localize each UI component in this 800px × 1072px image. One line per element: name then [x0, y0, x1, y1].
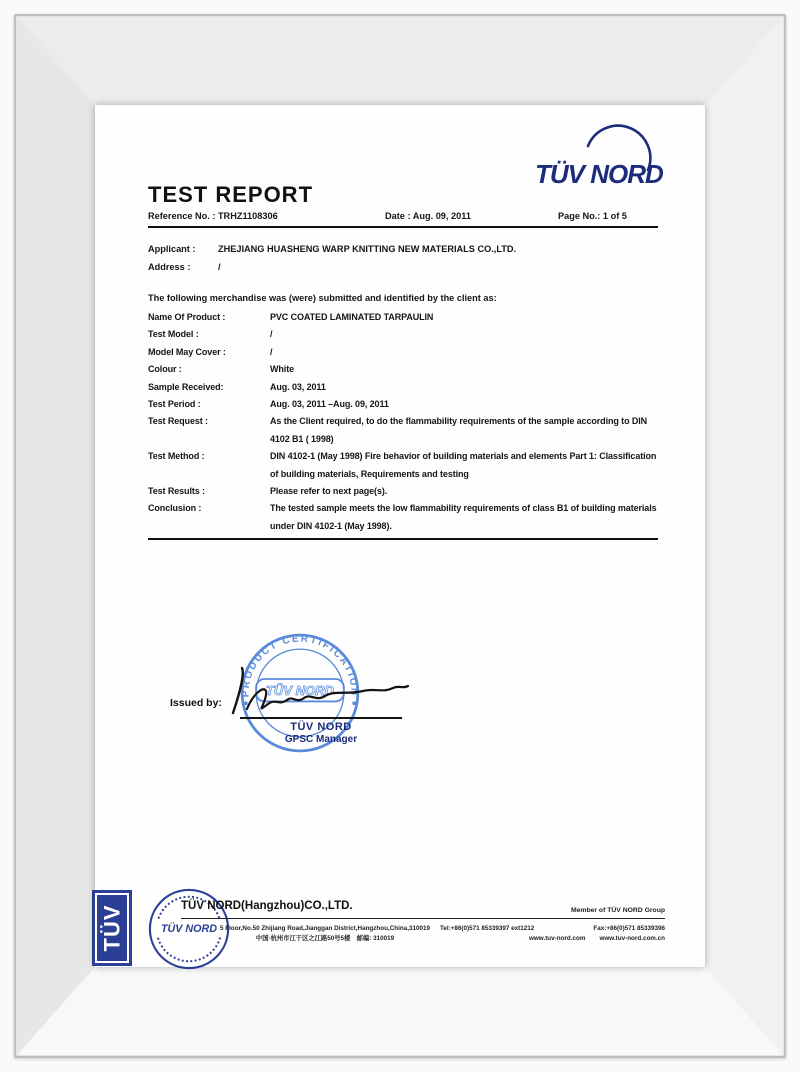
issued-by-label: Issued by: — [170, 697, 222, 709]
field-value: As the Client required, to do the flammability requirements of the sample according to DIN 4102 B1 ( 1998) — [270, 416, 648, 444]
applicant-label: Applicant : — [148, 244, 196, 254]
field-row-test-request — [148, 413, 658, 448]
company-address — [195, 924, 455, 944]
header-rule — [148, 226, 658, 228]
intro-sentence: The following merchandise was (were) submitted and identified by the client as: — [148, 293, 497, 303]
page-title: TEST REPORT — [148, 182, 314, 207]
field-value: / — [270, 329, 273, 340]
field-table — [148, 309, 658, 535]
member-of-group: Member of TÜV NORD Group — [570, 907, 665, 914]
field-row-colour — [148, 361, 658, 378]
signer-title: GPSC Manager — [284, 734, 358, 745]
company-name: TÜV NORD(Hangzhou)CO.,LTD. — [181, 900, 353, 912]
field-label: Test Results : — [148, 486, 205, 497]
applicant-row — [148, 240, 658, 258]
field-value: DIN 4102-1 (May 1998) Fire behavior of building materials and elements Part 1: Classification of building materials, Requirements and testing — [270, 451, 657, 479]
field-label: Test Method : — [148, 451, 205, 462]
field-row-test-model — [148, 326, 658, 343]
tuv-nord-logo — [535, 113, 667, 191]
applicant-value: ZHEJIANG HUASHENG WARP KNITTING NEW MATERIALS CO.,LTD. — [218, 244, 517, 254]
field-label: Colour : — [148, 364, 182, 375]
address-chinese: 中国·杭州市江干区之江路50号5楼 邮编: 310019 — [255, 935, 395, 942]
contact-block — [440, 924, 665, 944]
field-value: Aug. 03, 2011 — [270, 381, 326, 392]
telephone: Tel:+86(0)571 85339397 ext1212 — [440, 925, 535, 932]
field-label: Sample Received: — [148, 381, 224, 392]
address-label: Address : — [148, 262, 191, 272]
conclusion-rule — [148, 538, 658, 540]
field-row-test-period — [148, 396, 658, 413]
reference-row — [148, 210, 658, 223]
field-value: Please refer to next page(s). — [270, 486, 388, 497]
website-cn: www.tuv-nord.com.cn — [599, 935, 665, 942]
website-com: www.tuv-nord.com — [529, 935, 586, 942]
field-value: / — [270, 346, 273, 357]
website-row — [440, 934, 665, 944]
field-row-model-may-cover — [148, 344, 658, 361]
signer-block — [240, 721, 402, 745]
field-label: Test Request : — [148, 416, 208, 427]
field-value: The tested sample meets the low flammability requirements of class B1 of building materials under DIN 4102-1 (May 1998). — [270, 503, 657, 531]
page-number: Page No.: 1 of 5 — [558, 211, 627, 221]
report-date: Date : Aug. 09, 2011 — [385, 211, 471, 221]
field-row-conclusion — [148, 500, 658, 535]
signature-line — [240, 717, 402, 719]
handwritten-signature-icon — [223, 661, 423, 719]
field-label: Model May Cover : — [148, 346, 226, 357]
tuv-badge — [92, 890, 132, 966]
tuv-badge-label: TÜV — [99, 904, 124, 952]
tel-fax-row — [440, 924, 665, 934]
test-report-document — [95, 105, 705, 967]
signer-organization: TÜV NORD — [290, 721, 352, 733]
applicant-block — [148, 240, 658, 276]
field-label: Test Period : — [148, 399, 201, 410]
address-english: 5 Floor,No.50 Zhijiang Road,Jianggan District,Hangzhou,China,310019 — [220, 925, 430, 932]
field-row-test-method — [148, 448, 658, 483]
field-label: Conclusion : — [148, 503, 202, 514]
field-label: Test Model : — [148, 329, 199, 340]
field-value: Aug. 03, 2011 –Aug. 09, 2011 — [270, 399, 389, 410]
field-row-sample-received — [148, 379, 658, 396]
address-value: / — [218, 262, 221, 272]
address-row — [148, 258, 658, 276]
stamp-center-text: TÜV NORD — [265, 682, 335, 698]
tuv-badge-border — [95, 893, 129, 963]
stamp-arc-text: PRODUCT CERTIFICATION — [240, 633, 360, 698]
report-body — [95, 183, 705, 540]
field-label: Name Of Product : — [148, 312, 226, 322]
field-value: White — [270, 364, 294, 375]
field-row-test-results — [148, 483, 658, 500]
field-value: PVC COATED LAMINATED TARPAULIN — [270, 312, 434, 322]
field-row-product — [148, 309, 658, 326]
reference-number: Reference No. : TRHZ1108306 — [148, 211, 278, 221]
certificate-paper — [95, 105, 705, 967]
logo-wordmark: TÜV NORD — [535, 159, 663, 189]
seal-wordmark: TÜV NORD — [160, 922, 218, 935]
footer-rule — [181, 918, 665, 919]
fax: Fax:+86(0)571 85339396 — [593, 925, 665, 932]
footer — [95, 885, 705, 967]
